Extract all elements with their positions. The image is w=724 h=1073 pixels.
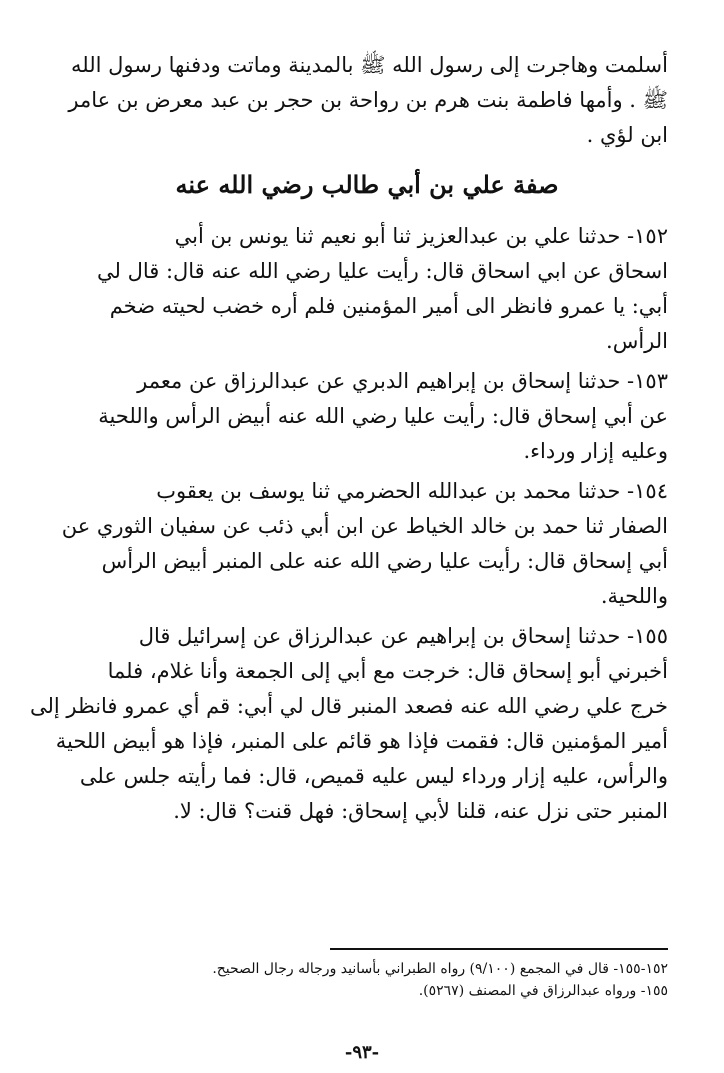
text-line: أبي إسحاق قال: رأيت عليا رضي الله عنه على المنبر أبيض الرأس (101, 549, 668, 573)
section-heading: صفة علي بن أبي طالب رضي الله عنه (175, 170, 559, 199)
footnote-line: ١٥٥- ورواه عبدالرزاق في المصنف (٥٢٦٧). (418, 983, 668, 999)
text-line: ابن لؤي . (586, 123, 668, 147)
text-line: أمير المؤمنين قال: فقمت فإذا هو قائم على المنبر، فإذا هو أبيض اللحية (55, 729, 668, 753)
text-line: أبي: يا عمرو فانظر الى أمير المؤمنين فلم أره خضب لحيته ضخم (109, 294, 668, 318)
intro-paragraph (66, 48, 668, 153)
text-line: الرأس. (606, 329, 668, 353)
text-line: الصفار ثنا حمد بن خالد الخياط عن ابن أبي ذئب عن سفيان الثوري عن (61, 514, 668, 538)
hadith-paragraph-154 (61, 474, 668, 614)
text-line: وعليه إزار ورداء. (523, 439, 668, 463)
text-line: ﷺ . وأمها فاطمة بنت هرم بن رواحة بن حجر بن عبد معرض بن عامر (68, 88, 668, 112)
footnote-line: ١٥٢-١٥٥- قال في المجمع (٩/١٠٠) رواه الطبراني بأسانيد ورجاله رجال الصحيح. (212, 961, 668, 977)
text-line: ١٥٥- حدثنا إسحاق بن إبراهيم عن عبدالرزاق عن إسرائيل قال (138, 624, 668, 648)
text-line: اسحاق عن ابي اسحاق قال: رأيت عليا رضي الله عنه قال: قال لي (97, 259, 668, 283)
text-line: عن أبي إسحاق قال: رأيت عليا رضي الله عنه أبيض الرأس واللحية (98, 404, 668, 428)
hadith-paragraph-153 (66, 364, 668, 469)
hadith-paragraph-155 (29, 619, 668, 829)
text-line: ١٥٢- حدثنا علي بن عبدالعزيز ثنا أبو نعيم ثنا يونس بن أبي (174, 224, 668, 248)
text-line: خرج علي رضي الله عنه فصعد المنبر قال لي أبي: قم أي عمرو فانظر إلى (29, 694, 668, 718)
text-line: أسلمت وهاجرت إلى رسول الله ﷺ بالمدينة وماتت ودفنها رسول الله (71, 53, 668, 77)
text-line: أخبرني أبو إسحاق قال: خرجت مع أبي إلى الجمعة وأنا غلام، فلما (107, 659, 668, 683)
hadith-paragraph-152 (66, 219, 668, 359)
text-line: والرأس، عليه إزار ورداء ليس عليه قميص، قال: فما رأيته جلس على (79, 764, 668, 788)
page-number: -٩٣- (344, 1042, 380, 1063)
text-line: واللحية. (600, 584, 668, 608)
text-line: ١٥٣- حدثنا إسحاق بن إبراهيم الدبري عن عبدالرزاق عن معمر (137, 369, 668, 393)
text-line: المنبر حتى نزل عنه، قلنا لأبي إسحاق: فهل قنت؟ قال: لا. (173, 799, 668, 823)
footnote-divider (330, 948, 668, 950)
footnotes (66, 958, 668, 1002)
text-line: ١٥٤- حدثنا محمد بن عبدالله الحضرمي ثنا يوسف بن يعقوب (156, 479, 668, 503)
